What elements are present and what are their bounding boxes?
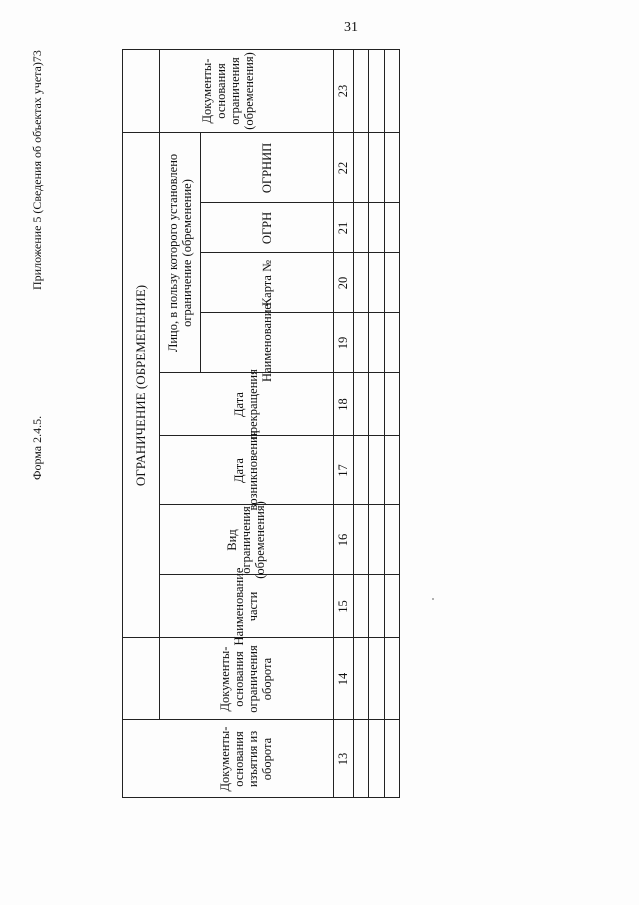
col-label-16: Вид ограничения (обременения) [225,501,267,579]
appendix-caption: Приложение 5 (Сведения об объектах учета)73 [30,50,44,290]
col-label-18: Дата прекращения [232,369,260,440]
scan-speck [432,598,434,600]
col-label-15: Наименование части [232,567,260,646]
col-number-18: 18 [336,398,350,411]
col-number-17: 17 [336,464,350,477]
col-number-14: 14 [336,672,350,686]
col-number-22: 22 [336,161,350,175]
col-number-13: 13 [336,752,350,766]
person-header: Лицо, в пользу которого установлено ограничение (обременение) [165,153,194,353]
col-number-19: 19 [336,336,350,350]
col-label-17: Дата возникновения [232,430,260,511]
col-label-20: Карта № [259,259,274,307]
col-label-21: ОГРН [259,211,274,245]
col-number-15: 15 [336,600,350,613]
col-number-16: 16 [336,533,350,547]
col-label-23: Документы-основания ограничения (обременения) [199,52,256,130]
restriction-table [122,49,400,798]
col-number-23: 23 [336,84,350,98]
col-label-22: ОГРНИП [259,142,274,194]
group-header: ОГРАНИЧЕНИЕ (ОБРЕМЕНЕНИЕ) [132,284,148,487]
col-number-20: 20 [336,276,350,290]
form-caption: Форма 2.4.5. [30,415,44,480]
page-number: 31 [344,20,358,35]
col-label-19: Наименование [259,304,274,382]
col-label-14: Документы-основания ограничения оборота [218,645,274,713]
col-number-21: 21 [336,221,350,235]
col-label-13: Документы-основания изъятия из оборота [218,726,274,792]
